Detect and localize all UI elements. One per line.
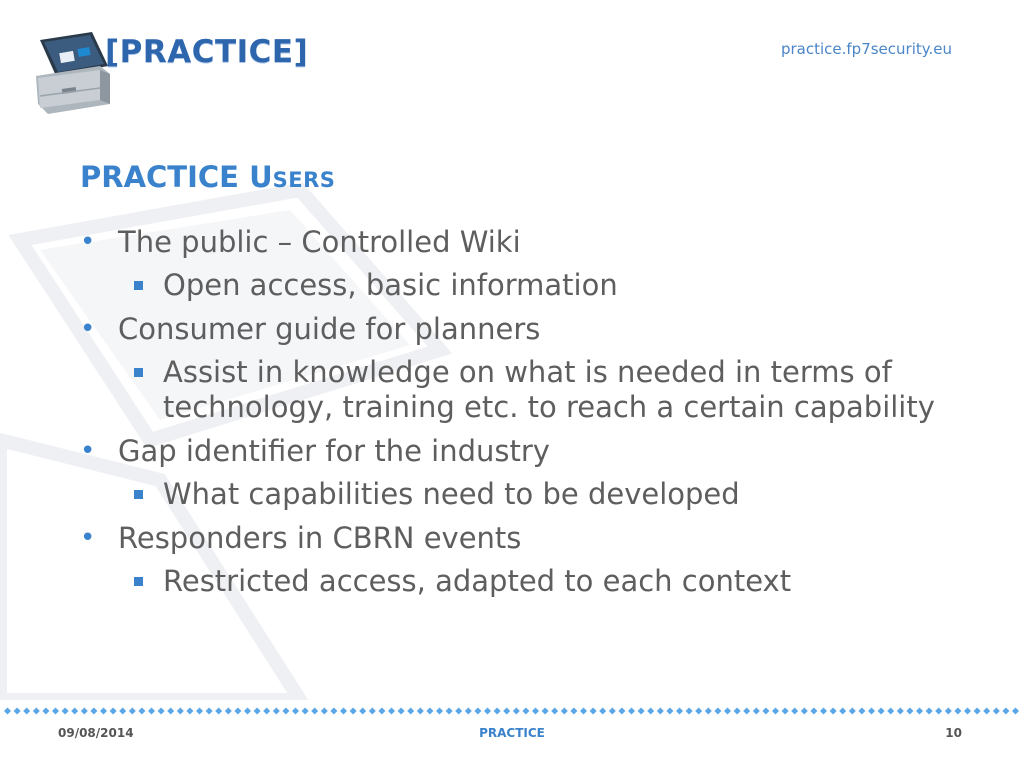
page-number: 10 [945, 726, 962, 740]
divider-diamond [484, 708, 491, 715]
divider-diamond [110, 708, 117, 715]
divider-diamond [561, 708, 568, 715]
bullet-item [78, 520, 958, 556]
divider-diamond [494, 708, 501, 715]
divider-diamond [225, 708, 232, 715]
divider-diamond [964, 708, 971, 715]
divider-diamond [686, 708, 693, 715]
divider-diamond [791, 708, 798, 715]
bullet-dot-icon: • [80, 523, 96, 553]
divider-diamond [167, 708, 174, 715]
divider-diamond [868, 708, 875, 715]
divider-diamond [743, 708, 750, 715]
divider-diamond [407, 708, 414, 715]
divider-diamond [244, 708, 251, 715]
divider-diamond [311, 708, 318, 715]
divider-diamond [90, 708, 97, 715]
bullet-square-icon [134, 490, 143, 499]
divider-diamond [42, 708, 49, 715]
divider-diamond [772, 708, 779, 715]
divider-diamond [186, 708, 193, 715]
divider-diamond [62, 708, 69, 715]
bullet-item [78, 311, 958, 347]
divider-diamond [705, 708, 712, 715]
sub-bullet-text: What capabilities need to be developed [163, 477, 740, 511]
divider-diamond [782, 708, 789, 715]
title-main: PRACTICE U [80, 160, 273, 194]
bullet-dot-icon: • [80, 314, 96, 344]
divider-diamond [119, 708, 126, 715]
divider-diamond [359, 708, 366, 715]
divider-diamond [657, 708, 664, 715]
bullet-item [78, 433, 958, 469]
divider-diamond [33, 708, 40, 715]
divider-diamond [350, 708, 357, 715]
divider-diamond [100, 708, 107, 715]
toolbox-logo-icon [30, 30, 114, 116]
divider-diamond [628, 708, 635, 715]
divider-diamond [647, 708, 654, 715]
divider-diamond [1002, 708, 1009, 715]
divider-diamond [916, 708, 923, 715]
divider-diamond [666, 708, 673, 715]
divider-diamond [762, 708, 769, 715]
divider-diamond [599, 708, 606, 715]
practice-logo [30, 30, 309, 120]
bullet-square-icon [134, 368, 143, 377]
divider-diamond [945, 708, 952, 715]
bullet-square-icon [134, 577, 143, 586]
divider-diamond [830, 708, 837, 715]
divider-diamond [638, 708, 645, 715]
divider-diamond [551, 708, 558, 715]
divider-diamond [81, 708, 88, 715]
divider-diamond [138, 708, 145, 715]
sub-bullet-text: Open access, basic information [163, 268, 618, 302]
footer-divider [0, 704, 1024, 718]
divider-diamond [513, 708, 520, 715]
title-small-caps: SERS [272, 168, 336, 192]
divider-diamond [849, 708, 856, 715]
divider-diamond [417, 708, 424, 715]
divider-diamond [878, 708, 885, 715]
divider-diamond [858, 708, 865, 715]
divider-diamond [215, 708, 222, 715]
divider-diamond [273, 708, 280, 715]
divider-diamond [1012, 708, 1019, 715]
divider-diamond [378, 708, 385, 715]
divider-diamond [820, 708, 827, 715]
divider-diamond [522, 708, 529, 715]
divider-diamond [263, 708, 270, 715]
bullet-item [78, 224, 958, 260]
bullet-list [78, 224, 958, 599]
footer-title: PRACTICE [479, 726, 545, 740]
divider-diamond [676, 708, 683, 715]
divider-diamond [369, 708, 376, 715]
divider-diamond [983, 708, 990, 715]
divider-diamond [926, 708, 933, 715]
divider-diamond [282, 708, 289, 715]
bullet-text: Responders in CBRN events [118, 521, 522, 555]
divider-diamond [321, 708, 328, 715]
divider-diamond [474, 708, 481, 715]
divider-diamond [954, 708, 961, 715]
bullet-dot-icon: • [80, 436, 96, 466]
divider-diamond [695, 708, 702, 715]
divider-diamond [465, 708, 472, 715]
site-url[interactable]: practice.fp7security.eu [780, 40, 952, 58]
divider-diamond [734, 708, 741, 715]
divider-diamond [455, 708, 462, 715]
divider-diamond [542, 708, 549, 715]
divider-diamond [570, 708, 577, 715]
divider-diamond [609, 708, 616, 715]
divider-diamond [590, 708, 597, 715]
slide-title [80, 160, 335, 194]
bullet-text: Gap identifier for the industry [118, 434, 550, 468]
sub-bullet-item [78, 564, 958, 599]
divider-diamond [398, 708, 405, 715]
divider-diamond [234, 708, 241, 715]
divider-diamond [714, 708, 721, 715]
divider-diamond [177, 708, 184, 715]
divider-diamond [974, 708, 981, 715]
divider-diamond [158, 708, 165, 715]
divider-diamond [503, 708, 510, 715]
sub-bullet-item [78, 477, 958, 512]
divider-diamond [839, 708, 846, 715]
divider-diamond [446, 708, 453, 715]
divider-diamond [340, 708, 347, 715]
divider-diamond [302, 708, 309, 715]
divider-diamond [148, 708, 155, 715]
divider-diamond [254, 708, 261, 715]
divider-diamond [906, 708, 913, 715]
divider-diamond [196, 708, 203, 715]
divider-diamond [887, 708, 894, 715]
divider-diamond [993, 708, 1000, 715]
divider-diamond [724, 708, 731, 715]
bullet-text: The public – Controlled Wiki [118, 225, 521, 259]
divider-diamond [206, 708, 213, 715]
divider-diamond [330, 708, 337, 715]
divider-diamond [436, 708, 443, 715]
bullet-square-icon [134, 281, 143, 290]
divider-diamond [897, 708, 904, 715]
logo-text: [PRACTICE] [105, 34, 309, 70]
divider-diamond [618, 708, 625, 715]
divider-diamond [810, 708, 817, 715]
divider-diamond [129, 708, 136, 715]
divider-diamond [71, 708, 78, 715]
divider-diamond [935, 708, 942, 715]
divider-diamond [532, 708, 539, 715]
footer-date: 09/08/2014 [58, 726, 134, 740]
sub-bullet-item [78, 268, 958, 303]
divider-diamond [52, 708, 59, 715]
divider-diamond [388, 708, 395, 715]
sub-bullet-text: Restricted access, adapted to each context [163, 564, 792, 598]
divider-diamond [14, 708, 21, 715]
sub-bullet-item [78, 355, 958, 425]
divider-diamond [23, 708, 30, 715]
sub-bullet-text: Assist in knowledge on what is needed in terms of technology, training etc. to reach a certain capability [163, 355, 935, 424]
divider-diamond [801, 708, 808, 715]
bullet-dot-icon: • [80, 227, 96, 257]
bullet-text: Consumer guide for planners [118, 312, 541, 346]
divider-diamond [753, 708, 760, 715]
divider-diamond [426, 708, 433, 715]
divider-diamond [4, 708, 11, 715]
divider-diamond [580, 708, 587, 715]
divider-diamond [292, 708, 299, 715]
